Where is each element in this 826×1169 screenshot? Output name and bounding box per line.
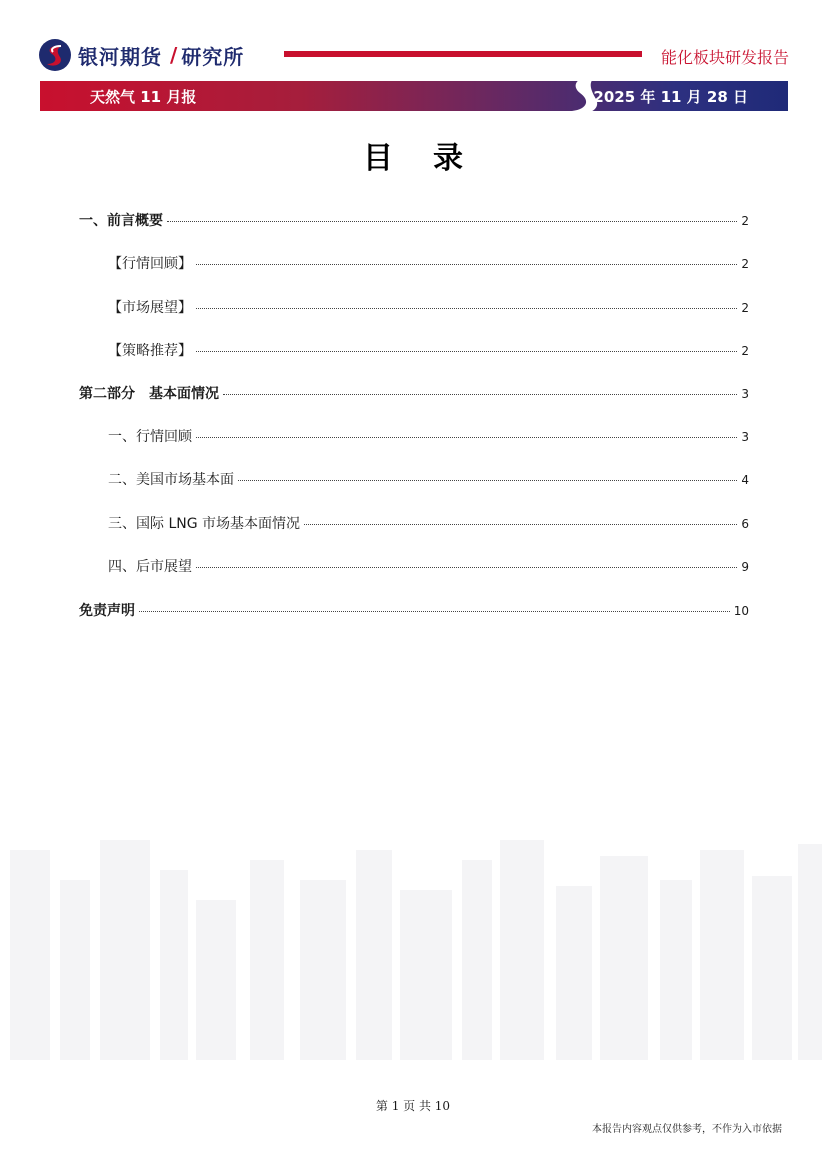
toc-leader <box>238 480 737 481</box>
toc-entry[interactable] <box>108 253 749 273</box>
toc-leader <box>196 308 737 309</box>
toc-page: 2 <box>741 344 749 358</box>
toc-entry[interactable] <box>108 297 749 317</box>
toc-leader <box>167 221 737 222</box>
report-title: 天然气 11 月报 <box>90 88 197 106</box>
toc-entry[interactable] <box>108 426 749 446</box>
title-banner <box>40 81 788 111</box>
toc-entry-text: 四、后市展望 <box>108 559 192 575</box>
toc-entry-text: 三、国际 LNG 市场基本面情况 <box>108 516 301 532</box>
report-category: 能化板块研发报告 <box>660 48 789 67</box>
toc-entry-text: 【策略推荐】 <box>108 343 192 359</box>
toc-entry-text: 一、行情回顾 <box>108 429 192 445</box>
toc-leader <box>196 437 737 438</box>
report-date: 2025 年 11 月 28 日 <box>593 88 748 106</box>
header-rule <box>284 51 642 57</box>
toc-page: 2 <box>741 214 749 228</box>
toc-entry[interactable] <box>108 513 749 533</box>
toc-leader <box>223 394 737 395</box>
company-logo <box>38 38 244 72</box>
toc-page: 4 <box>741 473 749 487</box>
toc-page: 3 <box>741 430 749 444</box>
toc-entry[interactable] <box>108 340 749 360</box>
galaxy-logo-icon <box>38 38 72 72</box>
toc-entry[interactable] <box>108 469 749 489</box>
brand-slash: / <box>170 43 178 67</box>
footer-disclaimer: 本报告内容观点仅供参考，不作为入市依据 <box>592 1124 782 1135</box>
toc-page: 3 <box>741 387 749 401</box>
toc-page: 2 <box>741 257 749 271</box>
toc-leader <box>196 567 737 568</box>
toc-entry[interactable] <box>79 600 749 620</box>
toc-entry-text: 第二部分 基本面情况 <box>79 386 219 402</box>
toc-leader <box>139 611 730 612</box>
toc-entry-text: 一、前言概要 <box>79 213 163 229</box>
toc-page: 9 <box>741 560 749 574</box>
toc-title: 目录 <box>363 141 503 176</box>
toc-entry[interactable] <box>108 556 749 576</box>
toc-entry-text: 免责声明 <box>79 603 135 619</box>
toc-entry[interactable] <box>79 210 749 230</box>
toc-leader <box>304 524 737 525</box>
toc-page: 6 <box>741 517 749 531</box>
toc-entry-text: 【市场展望】 <box>108 300 192 316</box>
toc-entry-text: 二、美国市场基本面 <box>108 472 234 488</box>
toc-page: 2 <box>741 301 749 315</box>
toc-leader <box>196 351 737 352</box>
institute-name: 研究所 <box>181 44 245 69</box>
toc-page: 10 <box>733 604 749 618</box>
toc-entry[interactable] <box>79 383 749 403</box>
page-number: 第 1 页 共 10 <box>375 1099 451 1113</box>
skyline-watermark <box>0 820 826 1060</box>
toc-entry-text: 【行情回顾】 <box>108 256 192 272</box>
brand-name: 银河期货 <box>78 44 162 69</box>
toc-leader <box>196 264 737 265</box>
